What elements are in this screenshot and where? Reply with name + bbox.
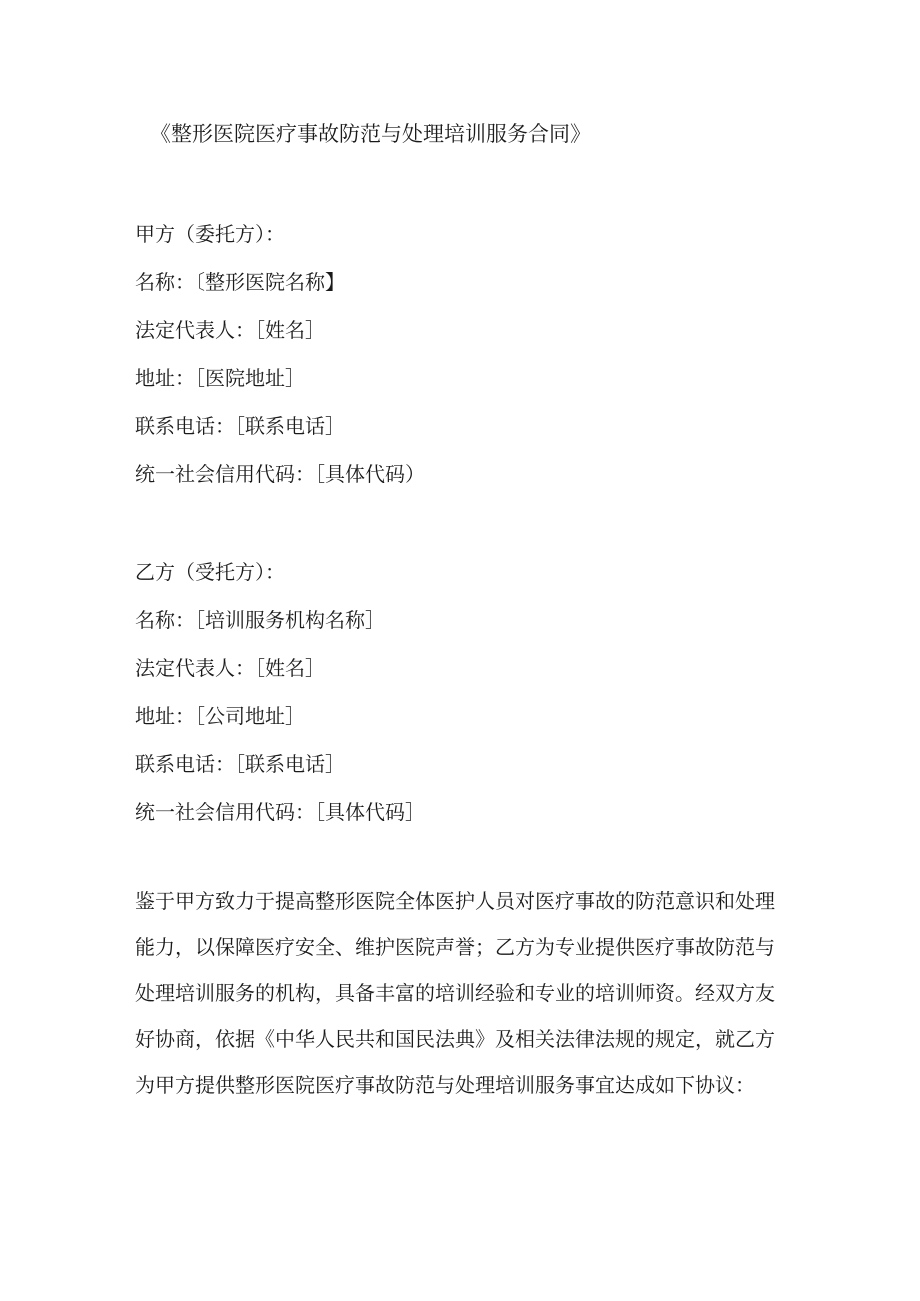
party-a-heading: 甲方（委托方）：	[135, 222, 285, 246]
party-a-address: 地址：［医院地址］	[135, 366, 305, 390]
party-b-legal-rep: 法定代表人：［姓名］	[135, 656, 325, 680]
party-b-name: 名称：［培训服务机构名称］	[135, 608, 385, 632]
party-a-phone: 联系电话：［联系电话］	[135, 414, 345, 438]
party-a-name: 名称：〔整形医院名称】	[135, 270, 345, 294]
party-a-legal-rep: 法定代表人：［姓名］	[135, 318, 325, 342]
party-b-phone: 联系电话：［联系电话］	[135, 752, 345, 776]
party-a-credit-code: 统一社会信用代码：［具体代码）	[135, 462, 425, 486]
party-b-address: 地址：［公司地址］	[135, 704, 305, 728]
party-b-heading: 乙方（受托方）：	[135, 560, 285, 584]
party-b-credit-code: 统一社会信用代码：［具体代码］	[135, 800, 425, 824]
party-b-section	[135, 548, 795, 836]
preamble-paragraph: 鉴于甲方致力于提高整形医院全体医护人员对医疗事故的防范意识和处理能力，以保障医疗安全、维护医院声誉；乙方为专业提供医疗事故防范与处理培训服务的机构，具备丰富的培训经验和专业的培训师资。经双方友好协商，依据《中华人民共和国民法典》及相关法律法规的规定，就乙方为甲方提供整形医院医疗事故防范与处理培训服务事宜达成如下协议：	[135, 889, 775, 1097]
contract-title: 《整形医院医疗事故防范与处理培训服务合同》	[150, 122, 591, 146]
party-a-section	[135, 210, 795, 498]
